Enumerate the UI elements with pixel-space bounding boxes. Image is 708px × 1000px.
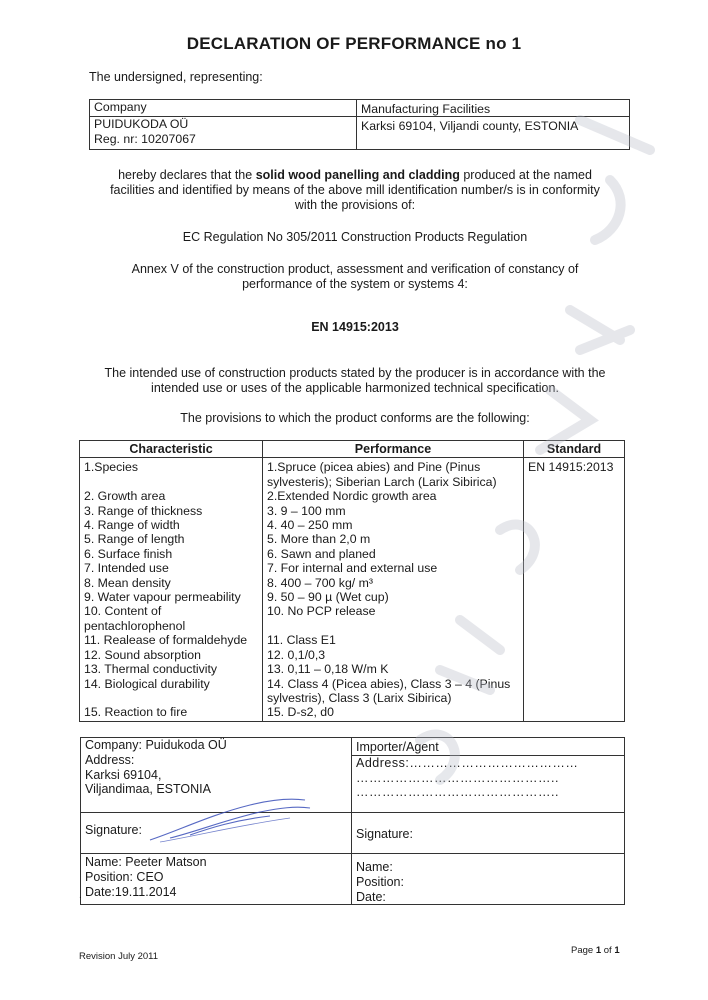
page-current: 1 [595, 945, 602, 956]
company-table [89, 99, 630, 150]
document-title: DECLARATION OF PERFORMANCE no 1 [186, 34, 522, 53]
facilities-address: Karksi 69104, Viljandi county, ESTONIA [357, 117, 630, 150]
standard-code: EN 14915:2013 [311, 320, 399, 334]
declaration-line-2: facilities and identified by means of the above mill identification number/s is in conformity [110, 183, 600, 197]
intro-text: The undersigned, representing: [89, 70, 263, 84]
intended-use-line-1: The intended use of construction products stated by the producer is in accordance with the [104, 366, 606, 380]
performance-header: Performance [263, 441, 524, 458]
performance-line: 11. Class E1 [267, 633, 336, 648]
importer-address-line-2: ……………………………………….. [356, 770, 559, 785]
performance-line: 6. Sawn and planed [267, 546, 376, 561]
signer-details-cell [81, 853, 352, 904]
page-label: Page [571, 945, 596, 956]
standard-header: Standard [524, 441, 625, 458]
performance-line: 7. For internal and external use [267, 561, 438, 576]
signer-company: Company: Puidukoda OÜ [85, 738, 227, 752]
characteristic-line [84, 475, 258, 489]
declaration-paragraph [60, 168, 650, 213]
declaration-line-3: with the provisions of: [294, 198, 416, 212]
performance-line: 3. 9 – 100 mm [267, 503, 346, 518]
characteristic-line: 15. Reaction to fire [84, 705, 188, 720]
facilities-header: Manufacturing Facilities [357, 100, 630, 117]
performance-line [267, 619, 519, 633]
characteristic-line: 9. Water vapour permeability [84, 590, 241, 605]
characteristic-line: 14. Biological durability [84, 676, 210, 691]
signer-signature-label: Signature: [85, 822, 142, 837]
performance-line: 8. 400 – 700 kg/ m³ [267, 575, 373, 590]
characteristic-line: 2. Growth area [84, 489, 166, 504]
characteristic-line: 12. Sound absorption [84, 647, 201, 662]
characteristic-line: 7. Intended use [84, 561, 169, 576]
page-total: 1 [614, 945, 620, 956]
regulation-text: EC Regulation No 305/2011 Construction Products Regulation [182, 230, 528, 244]
performance-line: sylvesteris); Siberian Larch (Larix Sibirica) [267, 474, 497, 489]
characteristic-line: 1.Species [84, 460, 139, 475]
performance-line: 5. More than 2,0 m [267, 532, 371, 547]
revision-note: Revision July 2011 [79, 951, 159, 962]
performance-line: 13. 0,11 – 0,18 W/m K [267, 662, 389, 677]
importer-date: Date: [356, 889, 386, 904]
performance-line: sylvestris), Class 3 (Larix Sibirica) [267, 690, 452, 705]
annex-line-1: Annex V of the construction product, assessment and verification of constancy of [131, 262, 579, 276]
signer-address-line-1: Karksi 69104, [85, 767, 162, 782]
performance-column [263, 458, 524, 721]
intended-use-line-2: intended use or uses of the applicable harmonized technical specification. [151, 381, 559, 395]
provisions-intro: The provisions to which the product conforms are the following: [180, 411, 530, 425]
declaration-text-post: produced at the named [459, 168, 592, 182]
stray-mark: . [79, 890, 82, 901]
annex-line-2: performance of the system or systems 4: [242, 277, 468, 291]
importer-details-cell [352, 853, 625, 904]
performance-line: 12. 0,1/0,3 [267, 647, 326, 662]
signer-address-label: Address: [85, 752, 135, 767]
performance-line: 10. No PCP release [267, 604, 376, 619]
company-details [90, 117, 357, 150]
performance-line: 14. Class 4 (Picea abies), Class 3 – 4 (Pinus [267, 676, 511, 691]
importer-name: Name: [356, 859, 393, 874]
characteristic-line: 10. Content of [84, 604, 162, 619]
characteristic-line [84, 691, 258, 705]
characteristic-line: 6. Surface finish [84, 546, 173, 561]
performance-line: 4. 40 – 250 mm [267, 518, 353, 533]
performance-line: 9. 50 – 90 µ (Wet cup) [267, 590, 389, 605]
characteristic-line: pentachlorophenol [84, 618, 186, 633]
importer-label: Importer/Agent [352, 740, 624, 756]
importer-address: Address:………………………………… [356, 755, 579, 770]
characteristic-line: 8. Mean density [84, 575, 171, 590]
company-header: Company [90, 100, 357, 117]
importer-signature-label: Signature: [356, 826, 413, 841]
declaration-text-pre: hereby declares that the [118, 168, 256, 182]
characteristic-line: 4. Range of width [84, 518, 180, 533]
performance-line: 2.Extended Nordic growth area [267, 489, 437, 504]
importer-cell [352, 738, 625, 813]
performance-line: 1.Spruce (picea abies) and Pine (Pinus [267, 460, 481, 475]
characteristic-line: 13. Thermal conductivity [84, 662, 218, 677]
signer-address-line-2: Viljandimaa, ESTONIA [85, 782, 211, 797]
standard-value: EN 14915:2013 [524, 458, 625, 721]
annex-paragraph [60, 262, 650, 292]
signer-name: Name: Peeter Matson [85, 854, 207, 869]
performance-line: 15. D-s2, d0 [267, 705, 334, 720]
characteristic-line: 11. Realease of formaldehyde [84, 633, 248, 648]
product-name: solid wood panelling and cladding [255, 168, 460, 182]
page-number [571, 945, 620, 956]
characteristic-header: Characteristic [80, 441, 263, 458]
importer-position: Position: [356, 874, 404, 889]
handwritten-signature [140, 790, 320, 850]
company-name: PUIDUKODA OÜ [94, 117, 189, 132]
importer-address-line-3: ……………………………………….. [356, 785, 559, 800]
page-of: of [601, 945, 615, 956]
signer-position: Position: CEO [85, 869, 164, 884]
characteristic-column [80, 458, 263, 721]
reg-number: Reg. nr: 10207067 [94, 131, 196, 146]
signer-date: Date:19.11.2014 [85, 884, 177, 899]
characteristics-table [79, 440, 625, 722]
characteristic-line: 3. Range of thickness [84, 503, 203, 518]
importer-signature-cell [352, 812, 625, 853]
intended-use-paragraph [50, 366, 660, 396]
characteristic-line: 5. Range of length [84, 532, 185, 547]
